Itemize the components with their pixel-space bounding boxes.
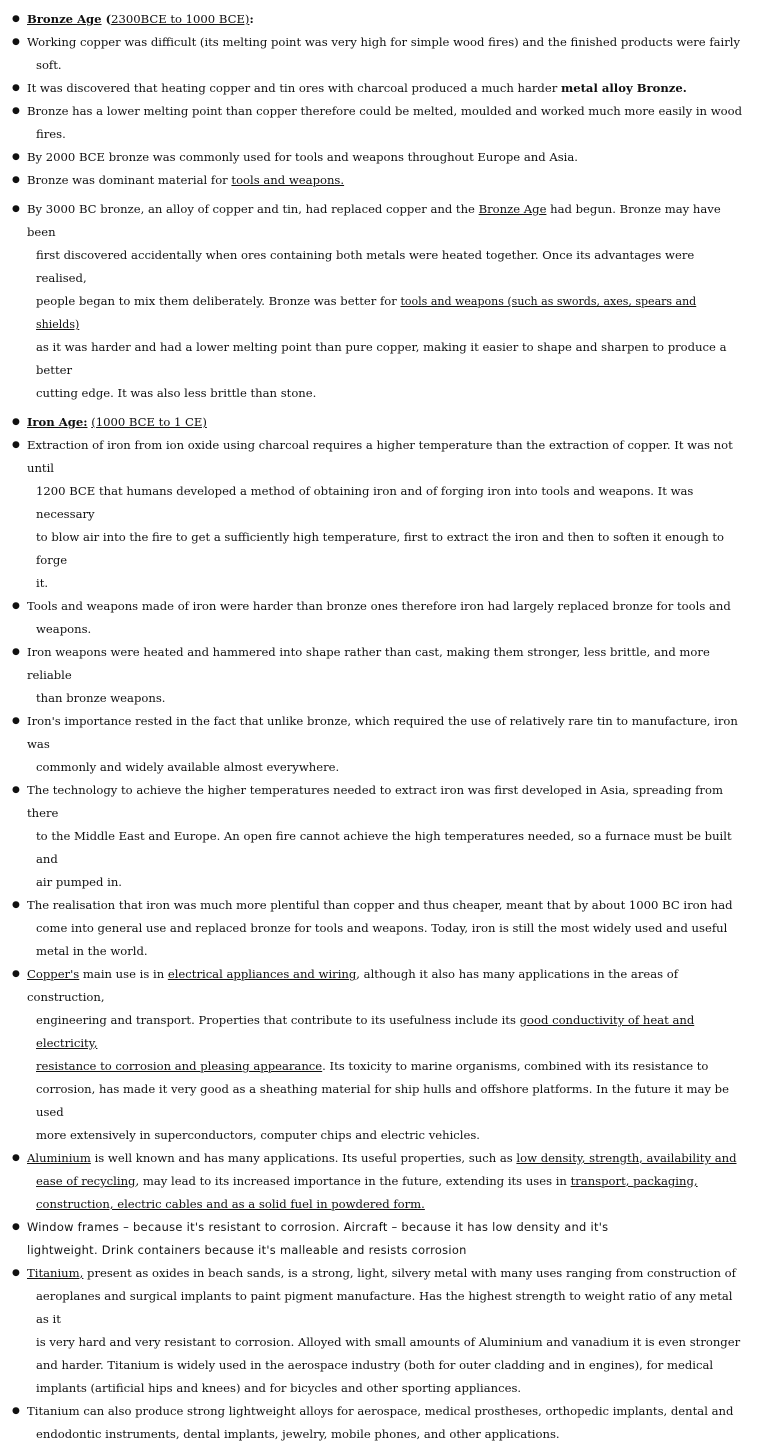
list-item: ● Titanium can also produce strong lightweight alloys for aerospace, medical prostheses, orthopedic implants, dental and endodontic instruments, dental implants, jewelry, mobile phones, and other applications. — [10, 1400, 742, 1446]
list-item: ● Window frames – because it's resistant to corrosion. Aircraft – because it has low density and it's lightweight. Drink containers because it's malleable and resists corrosion — [10, 1216, 742, 1262]
bullet-icon: ● — [12, 900, 20, 910]
list-item: ● Iron weapons were heated and hammered into shape rather than cast, making them stronger, less brittle, and more reliable than bronze weapons. — [10, 641, 742, 710]
section-heading-bronze: Bronze Age — [27, 12, 102, 26]
list-item: ● By 3000 BC bronze, an alloy of copper and tin, had replaced copper and the Bronze Age had begun. Bronze may have been first discovered accidentally when ores containing both metals were heated together. Once its advantages were realised, people began to mix them deliberately. Bronze was better for tools and weapons (such as swords, axes, spears and shields) as it was harder and had a lower melting point than pure copper, making it easier to shape and sharpen to produce a better cutting edge. It was also less brittle than stone. — [10, 198, 742, 405]
bullet-icon: ● — [12, 83, 20, 93]
hyperlink[interactable]: transport, packaging, — [570, 1174, 698, 1188]
bullet-icon: ● — [12, 106, 20, 116]
bullet-icon: ● — [12, 1222, 20, 1232]
bullet-icon: ● — [12, 152, 20, 162]
term-aluminium[interactable]: Aluminium — [27, 1151, 91, 1165]
bullet-icon: ● — [12, 417, 20, 427]
list-item: ● Aluminium is well known and has many applications. Its useful properties, such as low density, strength, availability and ease of recycling, may lead to its increased importance in the future, extending its uses in transport, packaging, construction, electric cables and as a solid fuel in powdered form. — [10, 1147, 742, 1216]
hyperlink[interactable]: electrical appliances and wiring — [167, 967, 357, 981]
list-item: ● By 2000 BCE bronze was commonly used for tools and weapons throughout Europe and Asia. — [10, 146, 742, 169]
hyperlink[interactable]: good conductivity of heat and electricity, — [36, 1013, 695, 1050]
list-item: ● Bronze was dominant material for tools and weapons. — [10, 169, 742, 192]
term-titanium[interactable]: Titanium, — [27, 1266, 84, 1280]
list-item — [10, 411, 742, 434]
bold-phrase: metal alloy Bronze. — [560, 81, 687, 95]
bullet-icon: ● — [12, 647, 20, 657]
term-copper[interactable]: Copper's — [27, 967, 80, 981]
bullet-icon: ● — [12, 1153, 20, 1163]
hyperlink[interactable]: resistance to corrosion and pleasing appearance — [36, 1059, 323, 1073]
bullet-icon: ● — [12, 716, 20, 726]
bullet-icon: ● — [12, 175, 20, 185]
list-item: ● The realisation that iron was much more plentiful than copper and thus cheaper, meant that by about 1000 BC iron had come into general use and replaced bronze for tools and weapons. Today, iron is still the most widely used and useful metal in the world. — [10, 894, 742, 963]
bullet-icon: ● — [12, 14, 20, 24]
hyperlink[interactable]: construction, electric cables and as a solid fuel in powdered form. — [36, 1197, 425, 1211]
list-item: ● It was discovered that heating copper and tin ores with charcoal produced a much harder metal alloy Bronze. — [10, 77, 742, 100]
hyperlink[interactable]: ease of recycling — [36, 1174, 136, 1188]
list-item: ● Tools and weapons made of iron were harder than bronze ones therefore iron had largely replaced bronze for tools and weapons. — [10, 595, 742, 641]
list-item: ● Working copper was difficult (its melting point was very high for simple wood fires) and the finished products were fairly soft. — [10, 31, 742, 77]
hyperlink[interactable]: low density, strength, availability and — [516, 1151, 737, 1165]
list-item: ● Bronze Age (2300BCE to 1000 BCE): — [10, 8, 742, 31]
list-item: ● Copper's main use is in electrical appliances and wiring, although it also has many applications in the areas of construction, engineering and transport. Properties that contribute to its usefulness include its good conductivity of heat and electricity, resistance to corrosion and pleasing appearance. Its toxicity to marine organisms, combined with its resistance to corrosion, has made it very good as a sheathing material for ship hulls and offshore platforms. In the future it may be used more extensively in superconductors, computer chips and electric vehicles. — [10, 963, 742, 1147]
bronze-date-range: 2300BCE to 1000 BCE) — [111, 12, 250, 26]
iron-date-range: (1000 BCE to 1 CE) — [91, 415, 207, 429]
bullet-icon: ● — [12, 1268, 20, 1278]
bullet-icon: ● — [12, 1406, 20, 1416]
bullet-icon: ● — [12, 785, 20, 795]
bullet-icon: ● — [12, 204, 20, 214]
list-item: ● Extraction of iron from ion oxide using charcoal requires a higher temperature than the extraction of copper. It was not until 1200 BCE that humans developed a method of obtaining iron and of forging iron into tools and weapons. It was necessary to blow air into the fire to get a sufficiently high temperature, first to extract the iron and then to soften it enough to forge it. — [10, 434, 742, 595]
section-heading-iron: Iron Age: — [27, 415, 88, 429]
hyperlink[interactable]: tools and weapons (such as swords, axes, spears and shields) — [36, 295, 697, 331]
list-item: ● Bronze has a lower melting point than copper therefore could be melted, moulded and worked much more easily in wood fires. — [10, 100, 742, 146]
hyperlink[interactable]: Bronze Age — [478, 202, 547, 216]
bullet-icon: ● — [12, 37, 20, 47]
list-item: ● The technology to achieve the higher temperatures needed to extract iron was first developed in Asia, spreading from there to the Middle East and Europe. An open fire cannot achieve the high temperatures needed, so a furnace must be built and air pumped in. — [10, 779, 742, 894]
list-item: ● Titanium, present as oxides in beach sands, is a strong, light, silvery metal with many uses ranging from construction of aeroplanes and surgical implants to paint pigment manufacture. Has the highest strength to weight ratio of any metal as it is very hard and very resistant to corrosion. Alloyed with small amounts of Aluminium and vanadium it is even stronger and harder. Titanium is widely used in the aerospace industry (both for outer cladding and in engines), for medical implants (artificial hips and knees) and for bicycles and other sporting appliances. — [10, 1262, 742, 1400]
bullet-icon: ● — [12, 440, 20, 450]
hyperlink[interactable]: tools and weapons. — [231, 173, 345, 187]
list-item: ● Iron's importance rested in the fact that unlike bronze, which required the use of relatively rare tin to manufacture, iron was commonly and widely available almost everywhere. — [10, 710, 742, 779]
bullet-icon: ● — [12, 601, 20, 611]
bullet-icon: ● — [12, 969, 20, 979]
